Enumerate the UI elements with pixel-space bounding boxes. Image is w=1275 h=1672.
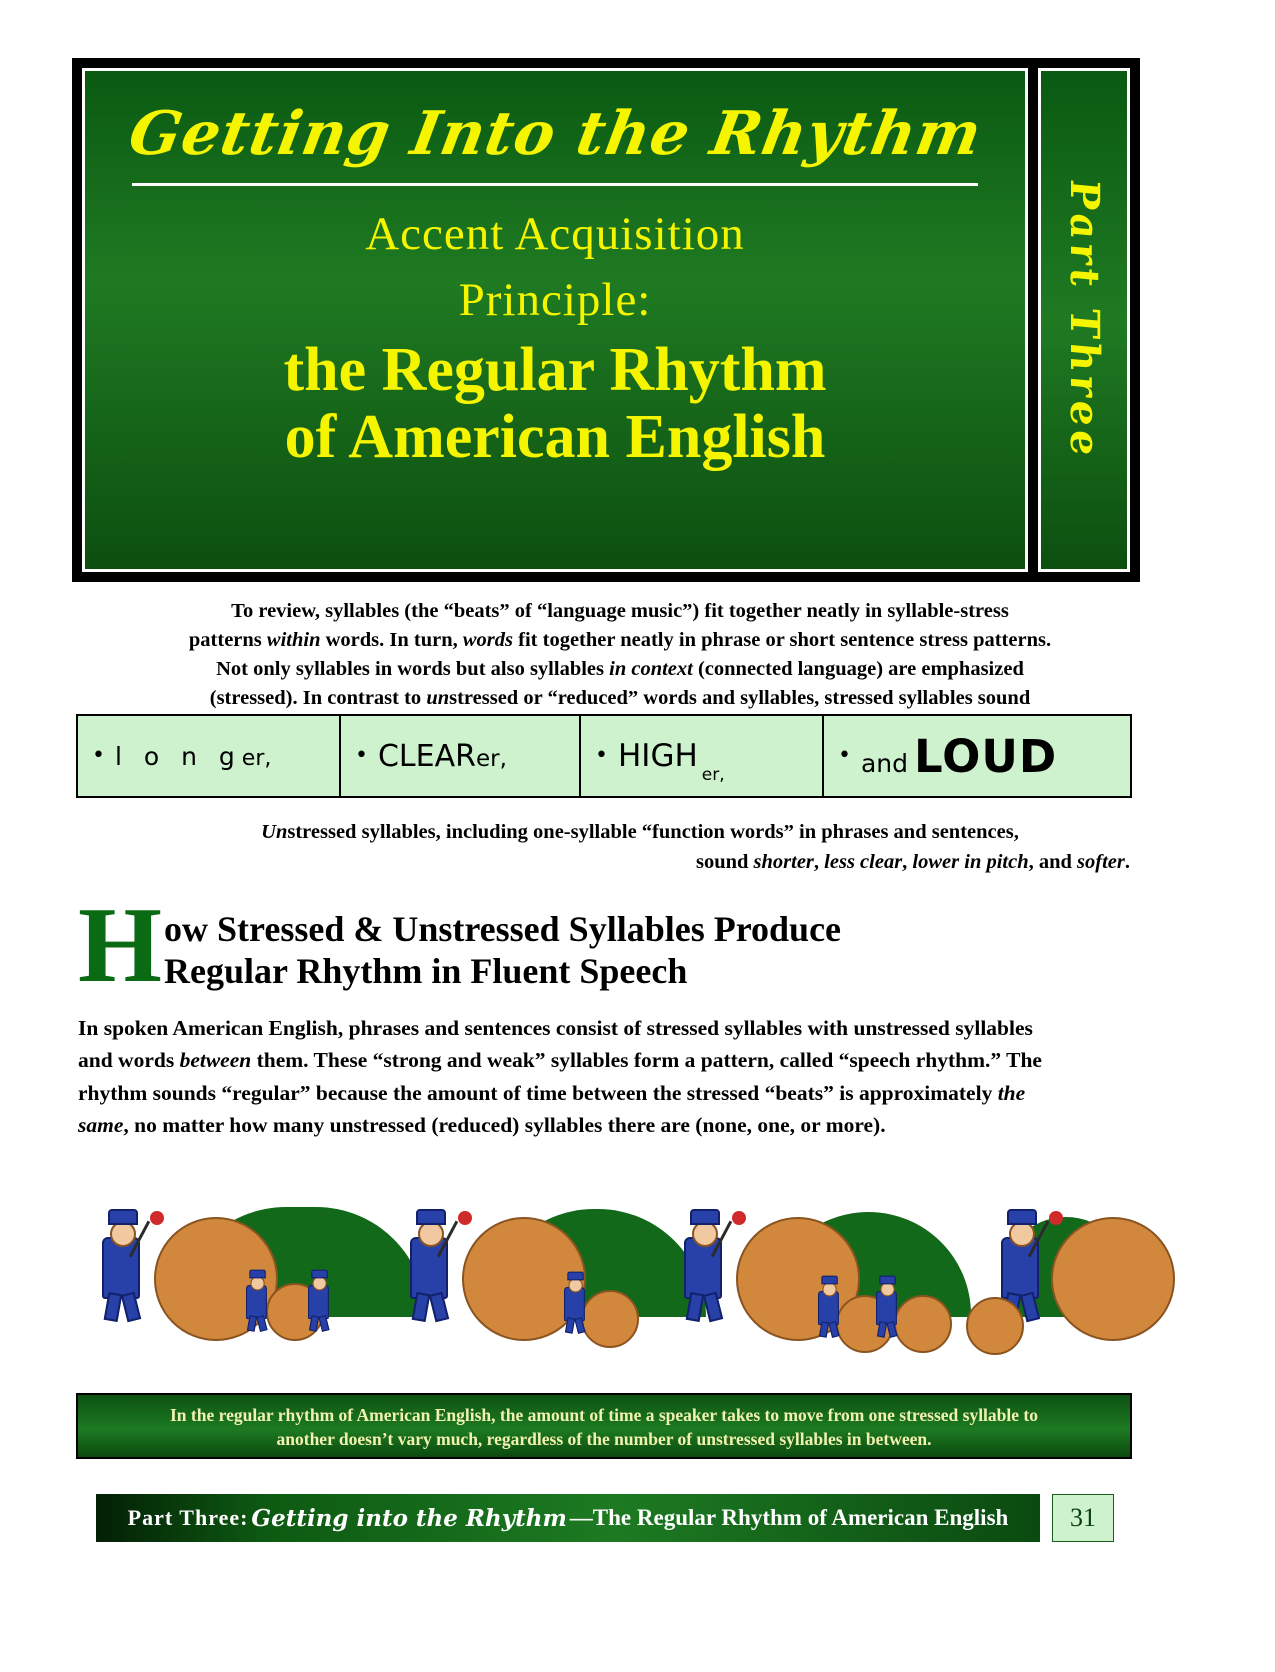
- header-principle-line-1: [365, 202, 745, 260]
- quality-cell-loud: [824, 716, 1130, 796]
- part-tab: [1038, 68, 1130, 572]
- body-italic-the-same: the same: [78, 1080, 1026, 1137]
- unstressed-line-2a: sound: [695, 850, 754, 873]
- section-heading-line-1: ow Stressed & Unstressed Syllables Produce: [164, 909, 842, 949]
- quality-longer-tail: er,: [241, 745, 272, 771]
- drummer-leg-right: [121, 1292, 141, 1323]
- drummer-leg-left: [412, 1292, 431, 1322]
- body-text-a: In spoken American English, phrases and sentences consist of stressed syllables with unstressed syllables and words: [78, 1016, 1033, 1073]
- drummer-body: [246, 1285, 267, 1319]
- quality-longer-main: l o n g: [114, 741, 242, 771]
- illustration-caption: [76, 1393, 1132, 1459]
- quality-higher-main: HIGH: [617, 738, 698, 774]
- part-tab-label: Part Three: [1060, 177, 1108, 463]
- unstressed-period: .: [1124, 850, 1130, 873]
- drummer-body: [564, 1287, 585, 1321]
- intro-line-3-italic: in context: [609, 658, 693, 681]
- caption-line-2: another doesn’t vary much, regardless of the number of unstressed syllables in between.: [276, 1428, 932, 1449]
- bass-drum-icon: [1051, 1217, 1175, 1341]
- bullet-icon: •: [355, 743, 368, 768]
- quality-loud-text: [861, 730, 1057, 783]
- quality-higher-text: [617, 738, 725, 785]
- drummer-leg-right: [429, 1292, 449, 1323]
- drummer-hat-icon: [567, 1272, 584, 1281]
- unstressed-paragraph: [150, 818, 1130, 877]
- quality-clearer-main: CLEAR: [377, 738, 476, 774]
- marching-band-illustration: [76, 1155, 1132, 1375]
- section-heading-line-2: Regular Rhythm in Fluent Speech: [164, 951, 688, 992]
- drummer-hat-icon: [249, 1270, 265, 1279]
- quality-clearer-tail: er,: [475, 745, 507, 772]
- unstressed-italic-softer: softer: [1077, 850, 1125, 873]
- drummer-hat-icon: [821, 1276, 838, 1285]
- intro-line-2-italic-2: words: [462, 629, 514, 652]
- unstressed-prefix-italic: Un: [261, 821, 288, 843]
- intro-line-3a: Not only syllables in words but also syllables: [216, 658, 610, 681]
- header-title-block: [283, 337, 826, 471]
- snare-drum-icon: [581, 1290, 639, 1348]
- drummer-leg-right: [318, 1315, 329, 1332]
- quality-cell-higher: [581, 716, 824, 796]
- unstressed-italic-lower-pitch: lower in pitch: [912, 850, 1029, 873]
- intro-line-2a: patterns: [188, 629, 267, 652]
- caption-line-1: In the regular rhythm of American English, the amount of time a speaker takes to move from one stressed syllable to: [170, 1405, 1038, 1425]
- unstressed-line-2: [150, 848, 1130, 878]
- drummer-leg-right: [574, 1317, 585, 1334]
- mallet-head-icon: [1049, 1211, 1063, 1225]
- snare-drum-icon: [966, 1297, 1024, 1355]
- bullet-icon: •: [92, 743, 105, 768]
- drummer-body: [818, 1291, 839, 1325]
- body-paragraph: [78, 1012, 1068, 1141]
- quality-loud-main: and: [860, 748, 909, 778]
- unstressed-italic-shorter: shorter: [753, 850, 814, 873]
- drummer-hat-icon: [311, 1270, 328, 1279]
- quality-loud-tail: LOUD: [914, 729, 1058, 783]
- drummer-body: [876, 1291, 897, 1325]
- drummer-hat-icon: [879, 1276, 896, 1285]
- mallet-head-icon: [732, 1211, 746, 1225]
- footer-script-title: Getting into the Rhythm: [251, 1504, 567, 1532]
- drummer-hat-icon: [416, 1209, 446, 1225]
- section-heading-lines: [78, 886, 1108, 1005]
- stressed-qualities-box: [76, 714, 1132, 798]
- intro-line-3b: (connected language) are emphasized: [692, 658, 1024, 681]
- drummer-leg-right: [256, 1315, 267, 1332]
- section-dropcap: H: [78, 886, 163, 1005]
- drummer-hat-icon: [1007, 1209, 1037, 1225]
- page-footer: [96, 1494, 1040, 1542]
- drummer-leg-right: [703, 1292, 723, 1323]
- principle-label-1: Accent Acquisition: [365, 208, 745, 260]
- header-title-line-2: of American English: [284, 403, 826, 472]
- intro-line-2-italic: within: [266, 629, 321, 652]
- principle-label-2: Principle:: [458, 274, 652, 327]
- page-number: 31: [1052, 1494, 1114, 1542]
- header-divider: [132, 183, 978, 186]
- snare-drum-icon: [894, 1295, 952, 1353]
- drummer-leg-left: [104, 1292, 123, 1322]
- quality-cell-longer: [78, 716, 341, 796]
- intro-line-1: To review, syllables (the “beats” of “language music”) fit together neatly in syllable-stress: [231, 600, 1009, 622]
- quality-longer-text: [115, 742, 271, 771]
- bullet-icon: •: [595, 743, 608, 768]
- intro-line-4-italic: un: [426, 687, 450, 710]
- intro-line-2c: fit together neatly in phrase or short sentence stress patterns.: [513, 629, 1052, 652]
- quality-clearer-text: [378, 739, 507, 774]
- header-title-line-1: the Regular Rhythm: [283, 336, 827, 405]
- unstressed-line-1: [150, 818, 1130, 848]
- section-heading: [78, 886, 1108, 1005]
- header-principle-line-2: [459, 276, 652, 325]
- footer-part-label: Part Three:: [127, 1505, 249, 1530]
- drummer-leg-right: [828, 1321, 839, 1338]
- drummer-hat-icon: [690, 1209, 720, 1225]
- drummer-leg-left: [686, 1292, 705, 1322]
- footer-subtitle: —The Regular Rhythm of American English: [569, 1505, 1009, 1530]
- page-header-banner: [72, 58, 1140, 582]
- mallet-head-icon: [150, 1211, 164, 1225]
- unstressed-sep-2: ,: [902, 850, 913, 873]
- body-text-c: , no matter how many unstressed (reduced) syllables there are (none, one, or more).: [123, 1112, 886, 1137]
- unstressed-line-1-text: stressed syllables, including one-syllable “function words” in phrases and sentences,: [287, 821, 1019, 843]
- bullet-icon: •: [838, 743, 851, 768]
- unstressed-sep-3: , and: [1028, 850, 1078, 873]
- unstressed-sep-1: ,: [813, 850, 825, 873]
- header-script-title: Getting Into the Rhythm: [123, 99, 987, 169]
- body-text-b: them. These “strong and weak” syllables form a pattern, called “speech rhythm.” The rhythm sounds “regular” because the amount of time between the stressed “beats” is approximately: [78, 1048, 1042, 1105]
- header-main-panel: [82, 68, 1028, 572]
- body-italic-between: between: [179, 1048, 252, 1073]
- quality-higher-tail: er,: [701, 765, 725, 785]
- intro-line-4a: (stressed). In contrast to: [209, 687, 427, 710]
- intro-paragraph: [110, 597, 1130, 713]
- intro-line-2b: words. In turn,: [320, 629, 463, 652]
- quality-cell-clearer: [341, 716, 581, 796]
- drummer-hat-icon: [108, 1209, 138, 1225]
- drummer-body: [308, 1285, 329, 1319]
- intro-line-4b: stressed or “reduced” words and syllables, stressed syllables sound: [449, 687, 1031, 710]
- unstressed-italic-less-clear: less clear: [824, 850, 903, 873]
- mallet-head-icon: [458, 1211, 472, 1225]
